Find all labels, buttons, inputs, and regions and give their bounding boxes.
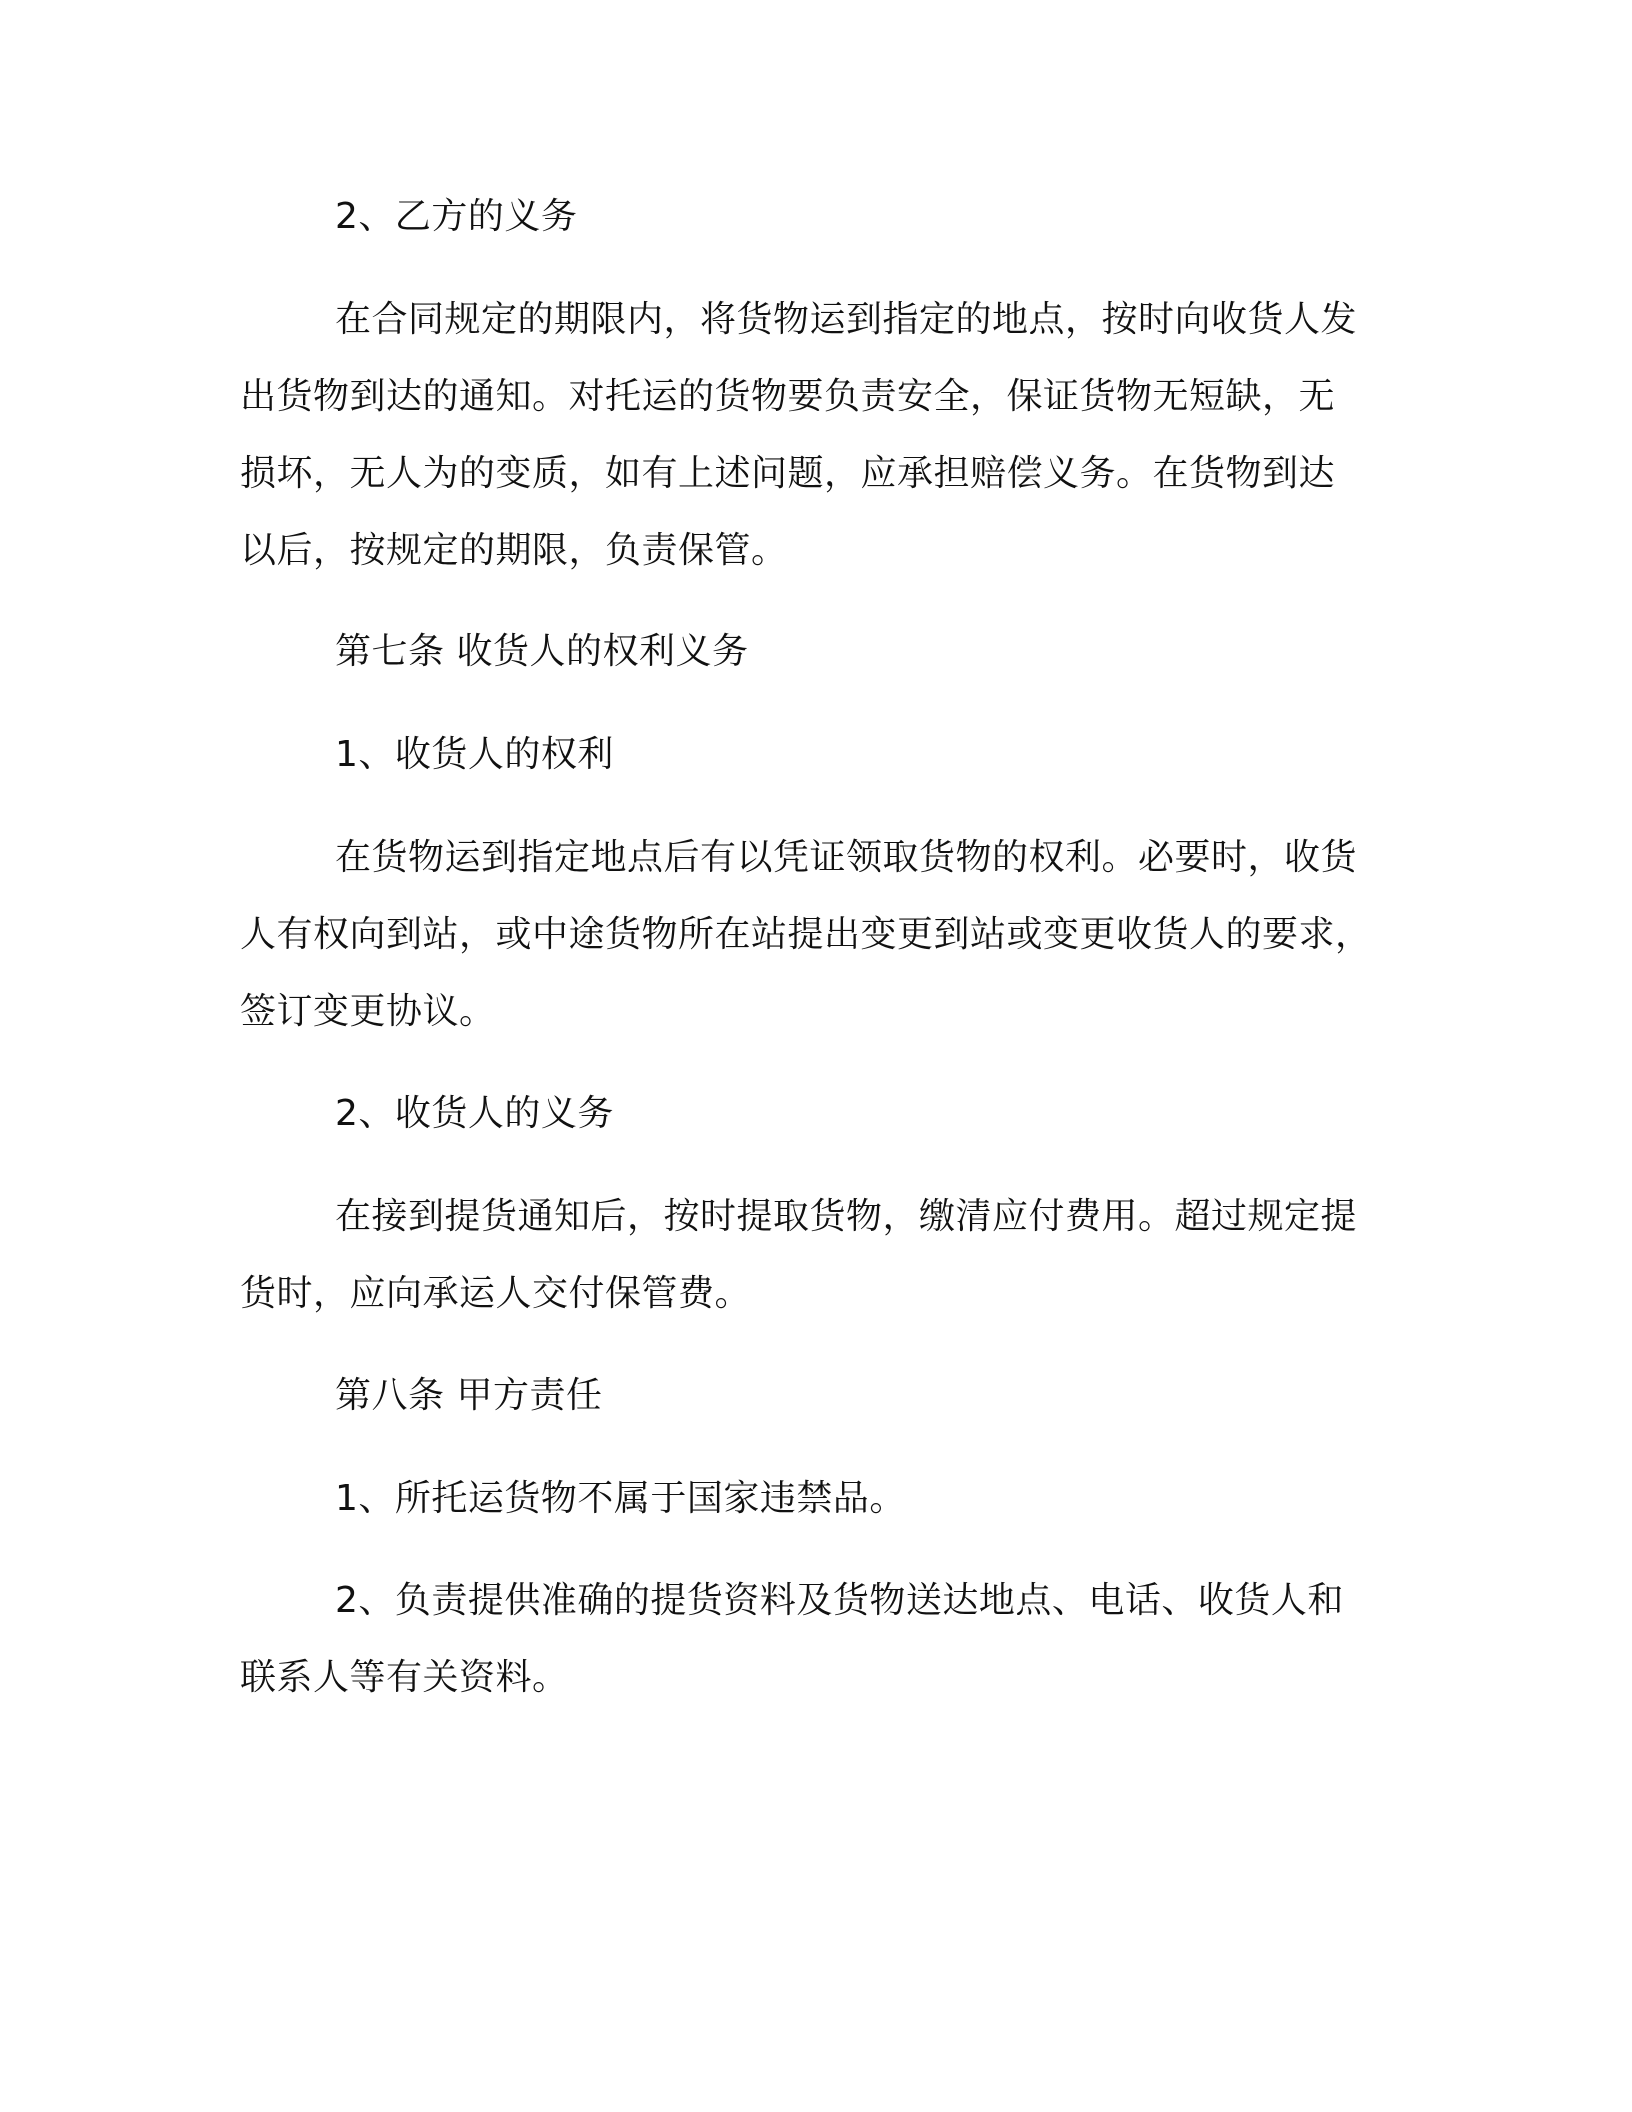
paragraph-line: 在合同规定的期限内，将货物运到指定的地点，按时向收货人发 [335, 299, 1358, 340]
paragraph-line: 货时，应向承运人交付保管费。 [240, 1273, 752, 1314]
paragraph-line: 出货物到达的通知。对托运的货物要负责安全，保证货物无短缺，无 [240, 376, 1336, 417]
paragraph-line: 联系人等有关资料。 [240, 1657, 569, 1698]
article-heading-7: 第七条 收货人的权利义务 [335, 631, 749, 672]
subheading-party-b-obligations: 2、乙方的义务 [335, 196, 578, 237]
subheading-consignee-rights: 1、收货人的权利 [335, 734, 614, 775]
paragraph-line: 在货物运到指定地点后有以凭证领取货物的权利。必要时，收货 [335, 837, 1358, 878]
paragraph-line: 损坏，无人为的变质，如有上述问题，应承担赔偿义务。在货物到达 [240, 453, 1336, 494]
paragraph-line: 以后，按规定的期限，负责保管。 [240, 530, 788, 571]
subheading-consignee-obligations: 2、收货人的义务 [335, 1093, 614, 1134]
paragraph-line: 在接到提货通知后，按时提取货物，缴清应付费用。超过规定提 [335, 1196, 1358, 1237]
paragraph-line: 签订变更协议。 [240, 991, 496, 1032]
list-item: 1、所托运货物不属于国家违禁品。 [335, 1478, 906, 1519]
list-item: 2、负责提供准确的提货资料及货物送达地点、电话、收货人和 [335, 1580, 1344, 1621]
paragraph-line: 人有权向到站，或中途货物所在站提出变更到站或变更收货人的要求， [240, 914, 1372, 955]
article-heading-8: 第八条 甲方责任 [335, 1375, 603, 1416]
